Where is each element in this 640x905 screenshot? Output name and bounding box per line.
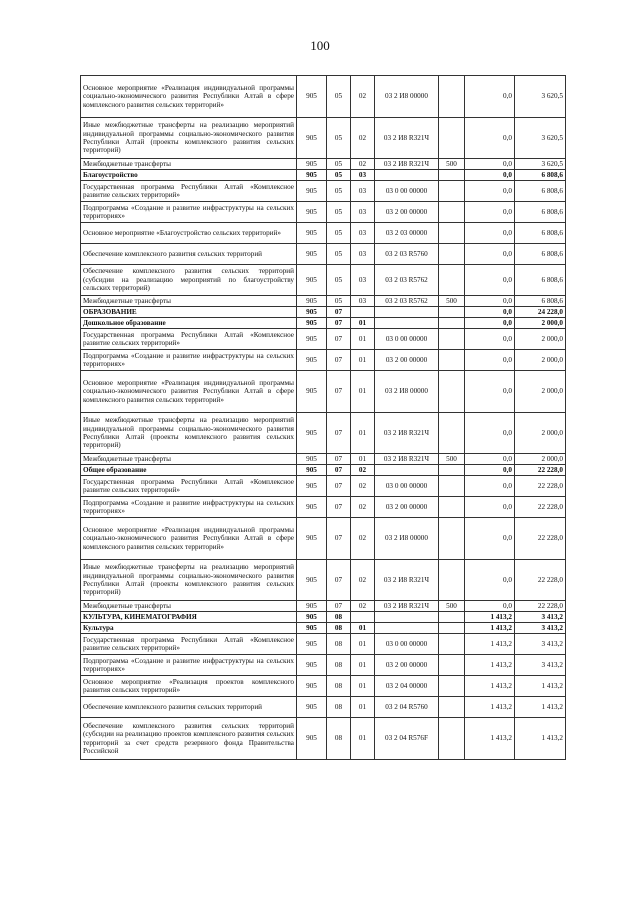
row-amount-2: 6 808,6 (515, 244, 566, 265)
table-row (81, 676, 566, 697)
row-name: Иные межбюджетные трансферты на реализацию мероприятий индивидуальной программы социально-экономического развития Республики Алтай (проекты комплексного развития сельских территорий) (81, 118, 297, 159)
table-row (81, 244, 566, 265)
row-target-article (375, 307, 439, 318)
row-amount-2: 2 000,0 (515, 329, 566, 350)
row-section-code: 07 (327, 318, 351, 329)
row-name: Государственная программа Республики Алтай «Комплексное развитие сельских территорий» (81, 329, 297, 350)
row-section-code: 07 (327, 307, 351, 318)
row-ved-code: 905 (297, 318, 327, 329)
row-ved-code: 905 (297, 497, 327, 518)
row-amount-2: 3 620,5 (515, 76, 566, 118)
row-amount-2: 6 808,6 (515, 296, 566, 307)
row-amount-1: 0,0 (465, 518, 515, 560)
row-target-article: 03 2 И8 00000 (375, 76, 439, 118)
row-amount-1: 0,0 (465, 601, 515, 612)
row-name: Межбюджетные трансферты (81, 296, 297, 307)
row-name: Основное мероприятие «Благоустройство сельских территорий» (81, 223, 297, 244)
row-subsection-code: 01 (351, 634, 375, 655)
row-section-code: 07 (327, 350, 351, 371)
row-ved-code: 905 (297, 454, 327, 465)
row-ved-code: 905 (297, 159, 327, 170)
row-ved-code: 905 (297, 413, 327, 454)
row-subsection-code: 02 (351, 601, 375, 612)
row-ved-code: 905 (297, 244, 327, 265)
row-section-code: 08 (327, 718, 351, 760)
row-amount-1: 0,0 (465, 170, 515, 181)
row-amount-2: 2 000,0 (515, 350, 566, 371)
row-amount-2: 3 620,5 (515, 118, 566, 159)
row-amount-2: 3 413,2 (515, 623, 566, 634)
row-target-article: 03 2 И8 R321Ч (375, 413, 439, 454)
row-section-code: 05 (327, 159, 351, 170)
row-ved-code: 905 (297, 612, 327, 623)
row-expense-type (439, 307, 465, 318)
row-name: Обеспечение комплексного развития сельских территорий (81, 697, 297, 718)
row-name: Дошкольное образование (81, 318, 297, 329)
row-target-article: 03 2 03 R5760 (375, 244, 439, 265)
row-section-code: 07 (327, 476, 351, 497)
row-amount-2: 6 808,6 (515, 181, 566, 202)
row-amount-1: 0,0 (465, 181, 515, 202)
row-amount-2: 3 413,2 (515, 634, 566, 655)
row-section-code: 08 (327, 697, 351, 718)
row-amount-1: 0,0 (465, 476, 515, 497)
row-subsection-code: 03 (351, 296, 375, 307)
row-subsection-code: 03 (351, 244, 375, 265)
table-row (81, 265, 566, 296)
row-target-article: 03 2 00 00000 (375, 350, 439, 371)
row-expense-type (439, 560, 465, 601)
table-row (81, 170, 566, 181)
table-row (81, 159, 566, 170)
row-target-article: 03 2 И8 R321Ч (375, 560, 439, 601)
row-amount-2: 3 620,5 (515, 159, 566, 170)
row-subsection-code: 01 (351, 697, 375, 718)
table-row (81, 202, 566, 223)
row-ved-code: 905 (297, 518, 327, 560)
row-subsection-code: 02 (351, 76, 375, 118)
row-expense-type (439, 634, 465, 655)
row-amount-1: 0,0 (465, 202, 515, 223)
row-target-article (375, 318, 439, 329)
row-target-article: 03 2 03 00000 (375, 223, 439, 244)
table-row (81, 118, 566, 159)
row-ved-code: 905 (297, 350, 327, 371)
row-subsection-code: 03 (351, 181, 375, 202)
table-row (81, 601, 566, 612)
row-ved-code: 905 (297, 560, 327, 601)
row-subsection-code: 01 (351, 623, 375, 634)
row-ved-code: 905 (297, 718, 327, 760)
row-section-code: 07 (327, 465, 351, 476)
row-expense-type (439, 655, 465, 676)
row-amount-1: 0,0 (465, 465, 515, 476)
row-name: Общее образование (81, 465, 297, 476)
row-subsection-code: 01 (351, 350, 375, 371)
row-amount-2: 22 228,0 (515, 601, 566, 612)
row-amount-1: 0,0 (465, 371, 515, 413)
row-section-code: 05 (327, 76, 351, 118)
row-target-article: 03 0 00 00000 (375, 476, 439, 497)
row-name: Межбюджетные трансферты (81, 454, 297, 465)
table-row (81, 223, 566, 244)
row-subsection-code: 01 (351, 718, 375, 760)
row-amount-2: 2 000,0 (515, 413, 566, 454)
row-amount-2: 1 413,2 (515, 697, 566, 718)
row-subsection-code: 02 (351, 465, 375, 476)
table-row (81, 181, 566, 202)
row-section-code: 08 (327, 612, 351, 623)
row-amount-2: 1 413,2 (515, 718, 566, 760)
row-expense-type (439, 329, 465, 350)
table-row (81, 413, 566, 454)
row-subsection-code (351, 307, 375, 318)
row-subsection-code: 03 (351, 265, 375, 296)
row-target-article (375, 170, 439, 181)
row-target-article (375, 612, 439, 623)
row-ved-code: 905 (297, 676, 327, 697)
row-target-article: 03 2 03 R5762 (375, 296, 439, 307)
row-expense-type (439, 76, 465, 118)
budget-table (80, 75, 566, 760)
row-section-code: 08 (327, 676, 351, 697)
row-amount-1: 0,0 (465, 76, 515, 118)
row-amount-1: 0,0 (465, 497, 515, 518)
row-ved-code: 905 (297, 265, 327, 296)
row-subsection-code: 01 (351, 329, 375, 350)
row-expense-type (439, 697, 465, 718)
row-amount-1: 0,0 (465, 413, 515, 454)
row-section-code: 05 (327, 296, 351, 307)
row-section-code: 07 (327, 518, 351, 560)
row-ved-code: 905 (297, 202, 327, 223)
row-amount-1: 0,0 (465, 244, 515, 265)
row-subsection-code: 01 (351, 676, 375, 697)
row-name: Подпрограмма «Создание и развитие инфраструктуры на сельских территориях» (81, 655, 297, 676)
row-name: Культура (81, 623, 297, 634)
row-amount-1: 0,0 (465, 296, 515, 307)
table-row (81, 371, 566, 413)
row-amount-1: 1 413,2 (465, 697, 515, 718)
row-ved-code: 905 (297, 296, 327, 307)
row-section-code: 05 (327, 265, 351, 296)
row-section-code: 08 (327, 655, 351, 676)
row-expense-type (439, 676, 465, 697)
table-row (81, 296, 566, 307)
table-row (81, 518, 566, 560)
row-expense-type (439, 497, 465, 518)
row-target-article: 03 0 00 00000 (375, 329, 439, 350)
row-name: Межбюджетные трансферты (81, 601, 297, 612)
row-amount-1: 0,0 (465, 265, 515, 296)
row-amount-2: 22 228,0 (515, 560, 566, 601)
row-name: Обеспечение комплексного развития сельских территорий (субсидии на реализацию проектов комплексного развития сельских территорий за счет средств резервного фонда Правительства Российской (81, 718, 297, 760)
row-amount-2: 22 228,0 (515, 497, 566, 518)
table-row (81, 318, 566, 329)
row-expense-type (439, 612, 465, 623)
row-target-article: 03 2 04 R576F (375, 718, 439, 760)
row-ved-code: 905 (297, 307, 327, 318)
row-ved-code: 905 (297, 329, 327, 350)
row-name: Основное мероприятие «Реализация индивидуальной программы социально-экономического развития Республики Алтай в сфере комплексного развития сельских территорий» (81, 518, 297, 560)
row-amount-1: 1 413,2 (465, 612, 515, 623)
row-expense-type: 500 (439, 296, 465, 307)
table-row (81, 350, 566, 371)
table-row (81, 623, 566, 634)
row-name: Государственная программа Республики Алтай «Комплексное развитие сельских территорий» (81, 181, 297, 202)
row-expense-type (439, 465, 465, 476)
row-expense-type (439, 371, 465, 413)
row-amount-1: 1 413,2 (465, 655, 515, 676)
row-expense-type (439, 413, 465, 454)
row-target-article: 03 0 00 00000 (375, 634, 439, 655)
row-expense-type: 500 (439, 601, 465, 612)
row-section-code: 07 (327, 413, 351, 454)
row-expense-type (439, 623, 465, 634)
row-name: КУЛЬТУРА, КИНЕМАТОГРАФИЯ (81, 612, 297, 623)
row-subsection-code: 02 (351, 159, 375, 170)
table-row (81, 454, 566, 465)
row-amount-2: 22 228,0 (515, 518, 566, 560)
row-section-code: 05 (327, 181, 351, 202)
row-amount-2: 1 413,2 (515, 676, 566, 697)
row-amount-1: 1 413,2 (465, 718, 515, 760)
row-expense-type (439, 118, 465, 159)
table-row (81, 612, 566, 623)
row-expense-type (439, 518, 465, 560)
table-row (81, 634, 566, 655)
row-amount-2: 3 413,2 (515, 655, 566, 676)
row-expense-type (439, 318, 465, 329)
row-target-article: 03 2 И8 R321Ч (375, 601, 439, 612)
row-name: Межбюджетные трансферты (81, 159, 297, 170)
row-subsection-code: 02 (351, 518, 375, 560)
row-subsection-code: 01 (351, 655, 375, 676)
row-amount-2: 2 000,0 (515, 371, 566, 413)
page-number: 100 (310, 38, 330, 53)
table-row (81, 697, 566, 718)
row-ved-code: 905 (297, 601, 327, 612)
row-section-code: 07 (327, 454, 351, 465)
row-amount-1: 0,0 (465, 159, 515, 170)
row-amount-1: 0,0 (465, 223, 515, 244)
row-amount-2: 22 228,0 (515, 465, 566, 476)
row-amount-1: 0,0 (465, 307, 515, 318)
row-name: Основное мероприятие «Реализация проектов комплексного развития сельских территорий» (81, 676, 297, 697)
row-subsection-code: 03 (351, 202, 375, 223)
table-row (81, 329, 566, 350)
row-section-code: 07 (327, 497, 351, 518)
row-subsection-code: 01 (351, 318, 375, 329)
row-section-code: 05 (327, 202, 351, 223)
row-expense-type: 500 (439, 454, 465, 465)
row-target-article (375, 623, 439, 634)
row-expense-type (439, 476, 465, 497)
row-name: Государственная программа Республики Алтай «Комплексное развитие сельских территорий» (81, 476, 297, 497)
row-target-article: 03 2 И8 00000 (375, 518, 439, 560)
row-amount-1: 0,0 (465, 118, 515, 159)
row-name: Обеспечение комплексного развития сельских территорий (субсидии на реализацию мероприятий по благоустройству сельских территорий) (81, 265, 297, 296)
row-section-code: 07 (327, 329, 351, 350)
row-target-article: 03 2 00 00000 (375, 497, 439, 518)
row-expense-type (439, 223, 465, 244)
row-expense-type: 500 (439, 159, 465, 170)
row-section-code: 08 (327, 634, 351, 655)
row-expense-type (439, 170, 465, 181)
row-amount-1: 0,0 (465, 560, 515, 601)
row-amount-1: 1 413,2 (465, 623, 515, 634)
table-row (81, 560, 566, 601)
row-target-article: 03 2 04 R5760 (375, 697, 439, 718)
row-amount-2: 3 413,2 (515, 612, 566, 623)
row-amount-2: 22 228,0 (515, 476, 566, 497)
row-expense-type (439, 202, 465, 223)
row-amount-2: 6 808,6 (515, 265, 566, 296)
row-subsection-code: 02 (351, 476, 375, 497)
row-name: Иные межбюджетные трансферты на реализацию мероприятий индивидуальной программы социально-экономического развития Республики Алтай (проекты комплексного развития сельских территорий) (81, 413, 297, 454)
row-amount-1: 1 413,2 (465, 634, 515, 655)
row-expense-type (439, 350, 465, 371)
row-expense-type (439, 265, 465, 296)
row-target-article: 03 2 00 00000 (375, 202, 439, 223)
row-name: Основное мероприятие «Реализация индивидуальной программы социально-экономического развития Республики Алтай в сфере комплексного развития сельских территорий» (81, 76, 297, 118)
row-target-article: 03 2 И8 R321Ч (375, 159, 439, 170)
row-amount-1: 0,0 (465, 454, 515, 465)
row-amount-2: 2 000,0 (515, 454, 566, 465)
row-amount-2: 24 228,0 (515, 307, 566, 318)
row-name: Основное мероприятие «Реализация индивидуальной программы социально-экономического развития Республики Алтай в сфере комплексного развития сельских территорий» (81, 371, 297, 413)
row-target-article: 03 2 00 00000 (375, 655, 439, 676)
row-target-article (375, 465, 439, 476)
row-subsection-code: 01 (351, 371, 375, 413)
row-ved-code: 905 (297, 634, 327, 655)
row-target-article: 03 2 И8 R321Ч (375, 454, 439, 465)
row-section-code: 07 (327, 560, 351, 601)
row-target-article: 03 2 И8 R321Ч (375, 118, 439, 159)
row-subsection-code: 03 (351, 223, 375, 244)
row-section-code: 07 (327, 371, 351, 413)
row-subsection-code: 02 (351, 118, 375, 159)
row-target-article: 03 2 И8 00000 (375, 371, 439, 413)
row-target-article: 03 2 04 00000 (375, 676, 439, 697)
row-ved-code: 905 (297, 371, 327, 413)
row-section-code: 05 (327, 223, 351, 244)
row-subsection-code: 01 (351, 454, 375, 465)
row-name: Благоустройство (81, 170, 297, 181)
row-name: Государственная программа Республики Алтай «Комплексное развитие сельских территорий» (81, 634, 297, 655)
row-ved-code: 905 (297, 118, 327, 159)
row-ved-code: 905 (297, 476, 327, 497)
table-row (81, 497, 566, 518)
row-name: Подпрограмма «Создание и развитие инфраструктуры на сельских территориях» (81, 202, 297, 223)
table-row (81, 465, 566, 476)
row-ved-code: 905 (297, 181, 327, 202)
row-section-code: 07 (327, 601, 351, 612)
row-amount-1: 1 413,2 (465, 676, 515, 697)
row-section-code: 05 (327, 118, 351, 159)
row-ved-code: 905 (297, 76, 327, 118)
row-expense-type (439, 244, 465, 265)
row-ved-code: 905 (297, 655, 327, 676)
row-name: Иные межбюджетные трансферты на реализацию мероприятий индивидуальной программы социально-экономического развития Республики Алтай (проекты комплексного развития сельских территорий) (81, 560, 297, 601)
row-amount-2: 6 808,6 (515, 170, 566, 181)
row-amount-1: 0,0 (465, 318, 515, 329)
row-amount-1: 0,0 (465, 350, 515, 371)
table-body (81, 76, 566, 760)
row-section-code: 05 (327, 170, 351, 181)
row-expense-type (439, 181, 465, 202)
row-ved-code: 905 (297, 223, 327, 244)
row-amount-2: 6 808,6 (515, 202, 566, 223)
row-name: Подпрограмма «Создание и развитие инфраструктуры на сельских территориях» (81, 350, 297, 371)
row-ved-code: 905 (297, 465, 327, 476)
row-ved-code: 905 (297, 697, 327, 718)
row-subsection-code: 01 (351, 413, 375, 454)
row-subsection-code: 02 (351, 497, 375, 518)
row-subsection-code (351, 612, 375, 623)
row-name: Подпрограмма «Создание и развитие инфраструктуры на сельских территориях» (81, 497, 297, 518)
row-section-code: 05 (327, 244, 351, 265)
table-row (81, 76, 566, 118)
row-target-article: 03 0 00 00000 (375, 181, 439, 202)
row-name: ОБРАЗОВАНИЕ (81, 307, 297, 318)
row-section-code: 08 (327, 623, 351, 634)
row-name: Обеспечение комплексного развития сельских территорий (81, 244, 297, 265)
row-subsection-code: 03 (351, 170, 375, 181)
row-subsection-code: 02 (351, 560, 375, 601)
table-row (81, 476, 566, 497)
table-row (81, 307, 566, 318)
row-amount-1: 0,0 (465, 329, 515, 350)
row-amount-2: 6 808,6 (515, 223, 566, 244)
table-row (81, 655, 566, 676)
table-row (81, 718, 566, 760)
row-expense-type (439, 718, 465, 760)
row-amount-2: 2 000,0 (515, 318, 566, 329)
row-target-article: 03 2 03 R5762 (375, 265, 439, 296)
row-ved-code: 905 (297, 170, 327, 181)
row-ved-code: 905 (297, 623, 327, 634)
